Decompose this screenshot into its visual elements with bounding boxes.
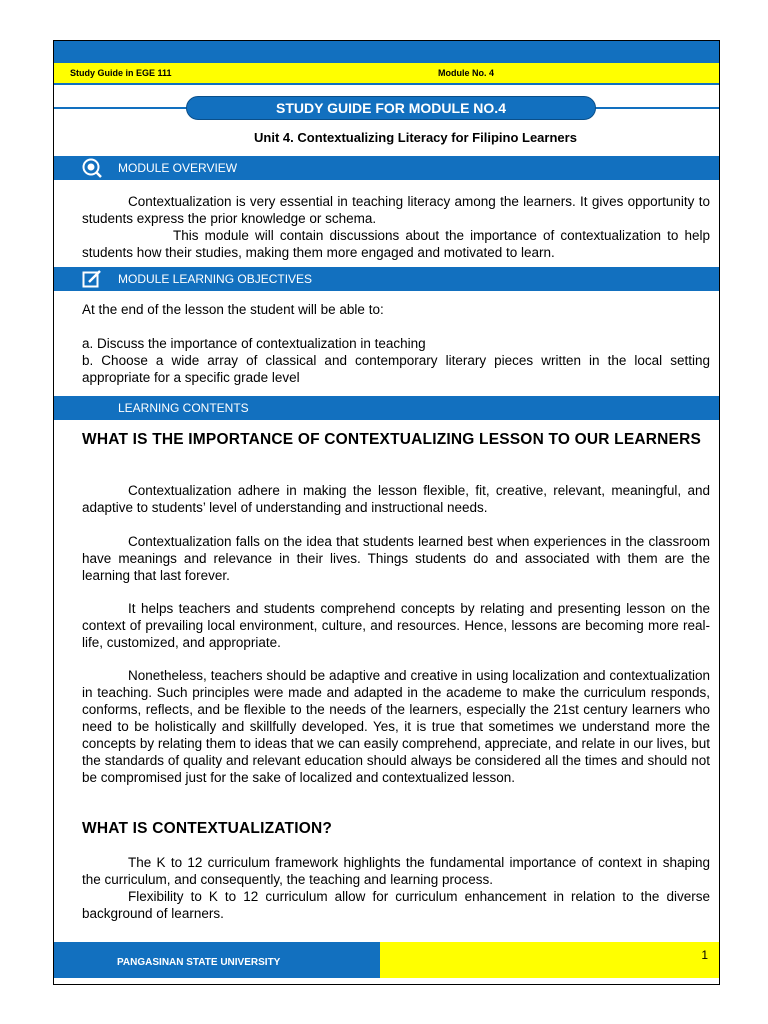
header-yellow-band [54,63,719,83]
section-bar-objectives [54,267,719,291]
content-paragraph-2: Contextualization falls on the idea that students learned best when experiences in the classroom have meanings and relevance in their lives. Things students do and associated with them are the learning that last forever. [82,534,710,583]
section-label: LEARNING CONTENTS [118,401,249,415]
section-label: MODULE OVERVIEW [118,161,238,175]
content-paragraph-4: Nonetheless, teachers should be adaptive and creative in using localization and contextualization in teaching. Such principles were made and adapted in the academe to make the curriculum responds, conforms, reflects, and be flexible to the needs of the learners, especially the 21st century learners who need to be holistically and skillfully developed. Yes, it is true that sometimes we understand more the concepts by relating them to ideas that we can easily comprehend, appreciate, and relate in our lives, but the standards of quality and relevant education should always be considered all the times and should not be compromised just for the sake of localized and contextualized lesson. [82,668,710,785]
header-blue-band [54,41,719,63]
objectives-intro: At the end of the lesson the student will be able to: [82,302,384,317]
study-guide-title: STUDY GUIDE FOR MODULE NO.4 [186,96,596,120]
page-number: 1 [701,948,708,962]
section-bar-overview [54,156,719,180]
objective-a: a. Discuss the importance of contextualization in teaching [82,336,426,351]
university-name: PANGASINAN STATE UNIVERSITY [117,957,281,968]
footer-university-band [54,942,380,978]
content-paragraph-1: Contextualization adhere in making the lesson flexible, fit, creative, relevant, meaningful, and adaptive to students’ level of understanding and instructional needs. [82,483,710,515]
content-heading-1: WHAT IS THE IMPORTANCE OF CONTEXTUALIZING LESSON TO OUR LEARNERS [82,431,702,448]
document-page [53,40,720,985]
overview-paragraph-1: Contextualization is very essential in teaching literacy among the learners. It gives opportunity to students express the prior knowledge or schema. [82,194,710,226]
pencil-edit-icon [82,269,102,289]
section-bar-contents [54,396,719,420]
content-paragraph-5b: Flexibility to K to 12 curriculum allow for curriculum enhancement in relation to the diverse background of learners. [82,889,710,921]
overview-paragraph-2: This module will contain discussions about the importance of contextualization to help students how their studies, making them more engaged and motivated to learn. [82,228,710,260]
objective-b: b. Choose a wide array of classical and contemporary literary pieces written in the local setting appropriate for a specific grade level [82,353,710,385]
content-paragraph-5a: The K to 12 curriculum framework highlights the fundamental importance of context in shaping the curriculum, and consequently, the teaching and learning process. [82,855,710,887]
course-label: Study Guide in EGE 111 [70,68,172,78]
content-heading-2: WHAT IS CONTEXTUALIZATION? [82,820,333,837]
footer-page-band [380,942,719,978]
module-number-label: Module No. 4 [438,68,494,78]
content-paragraph-3: It helps teachers and students comprehend concepts by relating and presenting lesson on the context of prevailing local environment, culture, and resources. Hence, lessons are becoming more real-life, customized, and appropriate. [82,601,710,650]
search-target-icon [82,158,102,178]
header-divider [54,83,719,85]
section-label: MODULE LEARNING OBJECTIVES [118,272,313,286]
unit-title: Unit 4. Contextualizing Literacy for Filipino Learners [254,130,577,145]
